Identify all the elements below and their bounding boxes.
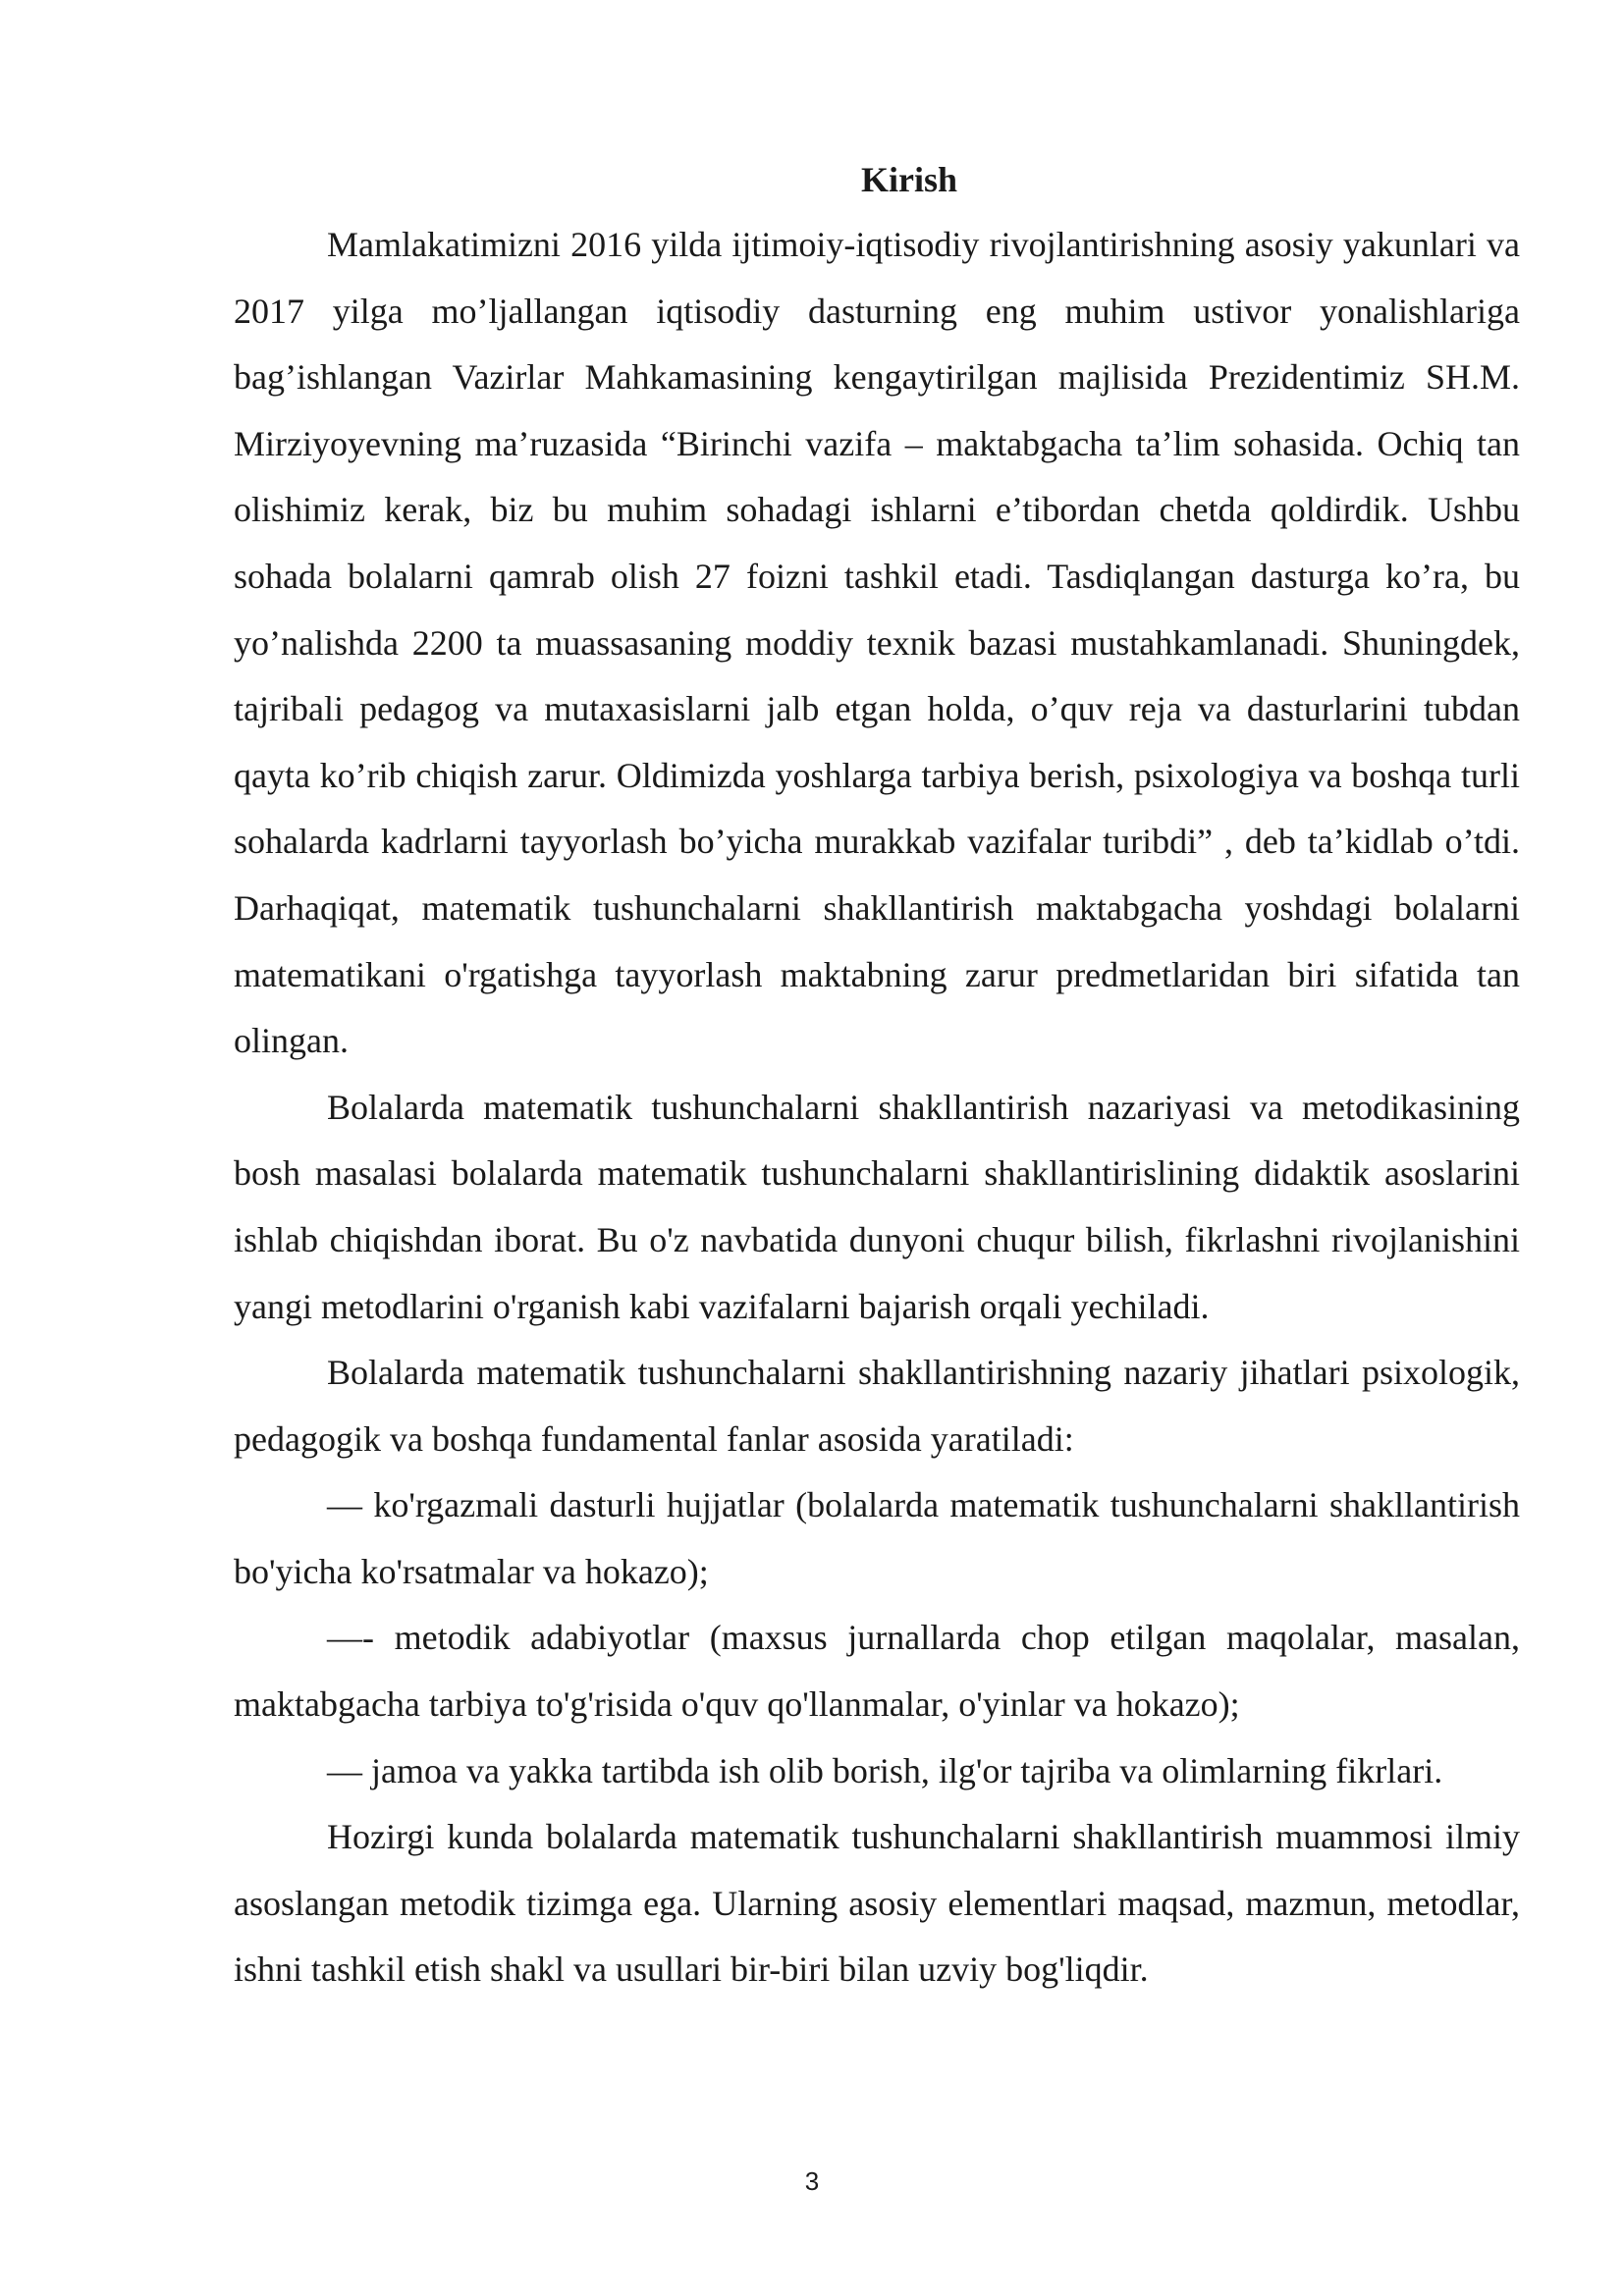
- document-title: Kirish: [860, 160, 957, 199]
- paragraph-theory-task: Bolalarda matematik tushunchalarni shakllantirish nazariyasi va metodikasining bosh masalasi bolalarda matematik tushunchalarni shakllantirislining didaktik asoslarini ishlab chiqishdan iborat. Bu o'z navbatida dunyoni chuqur bilish, fikrlashni rivojlanishini yangi metodlarini o'rganish kabi vazifalarni bajarish orqali yechiladi.: [234, 1087, 1520, 1326]
- paragraph-current-state: Hozirgi kunda bolalarda matematik tushunchalarni shakllantirish muammosi ilmiy asoslangan metodik tizimga ega. Ularning asosiy elementlari maqsad, mazmun, metodlar, ishni tashkil etish shakl va usullari bir-biri bilan uzviy bog'liqdir.: [234, 1817, 1520, 1990]
- list-item-visual-documents: — ko'rgazmali dasturli hujjatlar (bolalarda matematik tushunchalarni shakllantirish bo'yicha ko'rsatmalar va hokazo);: [234, 1485, 1520, 1591]
- page-number: 3: [804, 2166, 820, 2196]
- list-item-team-work: — jamoa va yakka tartibda ish olib borish, ilg'or tajriba va olimlarning fikrlari.: [327, 1750, 1443, 1790]
- list-item-methodical-literature: —- metodik adabiyotlar (maxsus jurnallarda chop etilgan maqolalar, masalan, maktabgacha tarbiya to'g'risida o'quv qo'llanmalar, o'yinlar va hokazo);: [234, 1618, 1520, 1725]
- document-page: [234, 147, 1520, 2003]
- paragraph-intro: Mamlakatimizni 2016 yilda ijtimoiy-iqtisodiy rivojlantirishning asosiy yakunlari va 2017 yilga mo’ljallangan iqtisodiy dasturning eng muhim ustivor yonalishlariga bag’ishlangan Vazirlar Mahkamasining kengaytirilgan majlisida Prezidentimiz SH.M. Mirziyoyevning ma’ruzasida “Birinchi vazifa – maktabgacha ta’lim sohasida. Ochiq tan olishimiz kerak, biz bu muhim sohadagi ishlarni e’tibordan chetda qoldirdik. Ushbu sohada bolalarni qamrab olish 27 foizni tashkil etadi. Tasdiqlangan dasturga ko’ra, bu yo’nalishda 2200 ta muassasaning moddiy texnik bazasi mustahkamlanadi. Shuningdek, tajribali pedagog va mutaxasislarni jalb etgan holda, o’quv reja va dasturlarini tubdan qayta ko’rib chiqish zarur. Oldimizda yoshlarga tarbiya berish, psixologiya va boshqa turli sohalarda kadrlarni tayyorlash bo’yicha murakkab vazifalar turibdi” , deb ta’kidlab o’tdi. Darhaqiqat, matematik tushunchalarni shakllantirish maktabgacha yoshdagi bolalarni matematikani o'rgatishga tayyorlash maktabning zarur predmetlaridan biri sifatida tan olingan.: [234, 225, 1520, 1061]
- paragraph-foundations: Bolalarda matematik tushunchalarni shakllantirishning nazariy jihatlari psixologik, pedagogik va boshqa fundamental fanlar asosida yaratiladi:: [234, 1353, 1520, 1459]
